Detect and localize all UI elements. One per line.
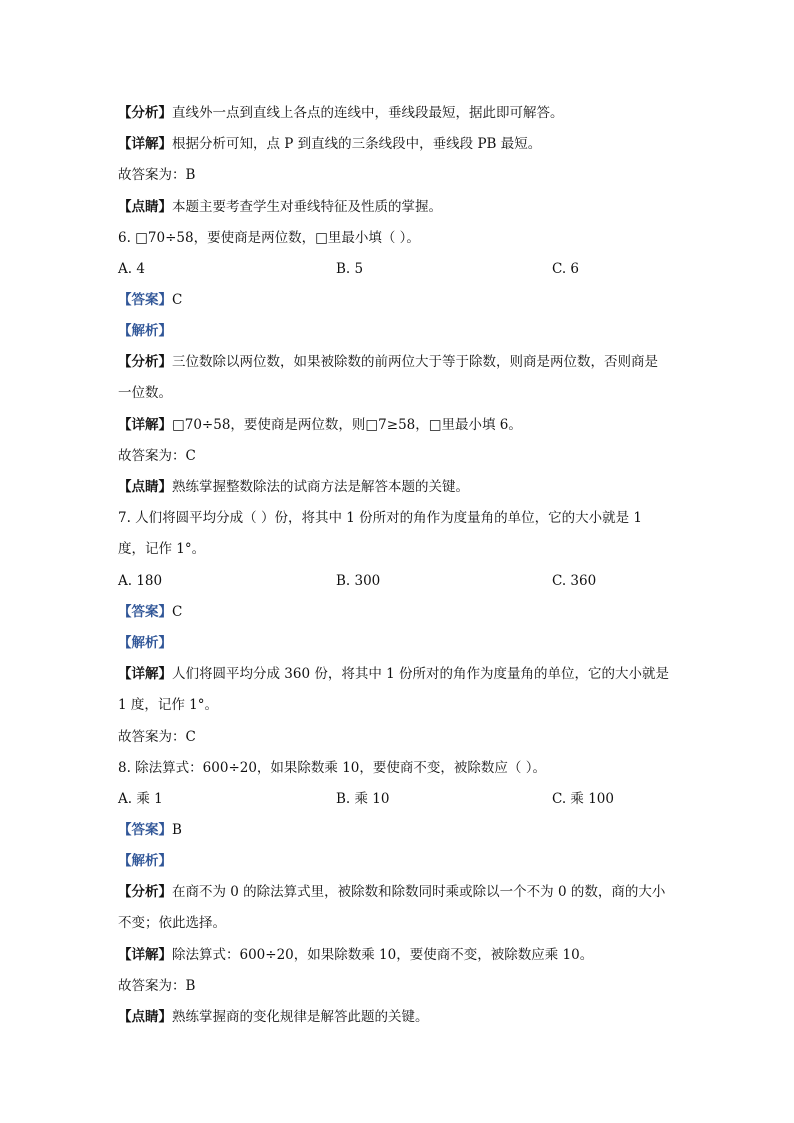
q8-comment: 【点睛】熟练掌握商的变化规律是解答此题的关键。 [118, 1009, 429, 1025]
question-6: 6. □70÷58，要使商是两位数，□里最小填（ ）。 [118, 230, 420, 246]
answer-line: 故答案为：B [118, 167, 196, 183]
q7-option-a: A. 180 [118, 573, 163, 589]
analysis-line: 【分析】直线外一点到直线上各点的连线中，垂线段最短，据此即可解答。 [118, 105, 564, 121]
q6-analysis: 【分析】三位数除以两位数，如果被除数的前两位大于等于除数，则商是两位数，否则商是 [118, 354, 658, 370]
q8-detail: 【详解】除法算式：600÷20，如果除数乘 10，要使商不变，被除数应乘 10。 [118, 947, 594, 963]
question-7-cont: 度，记作 1°。 [118, 541, 206, 557]
question-8: 8. 除法算式：600÷20，如果除数乘 10，要使商不变，被除数应（ ）。 [118, 760, 546, 776]
q8-option-a: A. 乘 1 [118, 791, 163, 807]
q6-option-a: A. 4 [118, 261, 145, 277]
q6-detail: 【详解】□70÷58，要使商是两位数，则□7≥58，□里最小填 6。 [118, 417, 522, 433]
q7-detail-cont: 1 度，记作 1°。 [118, 697, 219, 713]
q6-answer: 【答案】C [118, 292, 183, 308]
detail-line: 【详解】根据分析可知，点 P 到直线的三条线段中，垂线段 PB 最短。 [118, 136, 542, 152]
q8-option-b: B. 乘 10 [336, 791, 390, 807]
q7-final-answer: 故答案为：C [118, 729, 196, 745]
q8-explanation-heading: 【解析】 [118, 853, 172, 869]
q6-final-answer: 故答案为：C [118, 448, 196, 464]
q7-detail: 【详解】人们将圆平均分成 360 份，将其中 1 份所对的角作为度量角的单位，它的大小就是 [118, 666, 670, 682]
q6-option-c: C. 6 [552, 261, 580, 277]
q7-option-c: C. 360 [552, 573, 597, 589]
q7-answer: 【答案】C [118, 604, 183, 620]
comment-line: 【点睛】本题主要考查学生对垂线特征及性质的掌握。 [118, 199, 442, 215]
question-7: 7. 人们将圆平均分成（ ）份，将其中 1 份所对的角作为度量角的单位，它的大小就是 1 [118, 510, 643, 526]
q6-option-b: B. 5 [336, 261, 364, 277]
q7-explanation-heading: 【解析】 [118, 635, 172, 651]
q6-analysis-cont: 一位数。 [118, 385, 172, 401]
q8-final-answer: 故答案为：B [118, 978, 196, 994]
q8-analysis-cont: 不变；依此选择。 [118, 915, 226, 931]
q7-option-b: B. 300 [336, 573, 381, 589]
q8-option-c: C. 乘 100 [552, 791, 614, 807]
q8-analysis: 【分析】在商不为 0 的除法算式里，被除数和除数同时乘或除以一个不为 0 的数，商的大小 [118, 884, 666, 900]
q8-answer: 【答案】B [118, 822, 182, 838]
q6-explanation-heading: 【解析】 [118, 323, 172, 339]
q6-comment: 【点睛】熟练掌握整数除法的试商方法是解答本题的关键。 [118, 479, 469, 495]
